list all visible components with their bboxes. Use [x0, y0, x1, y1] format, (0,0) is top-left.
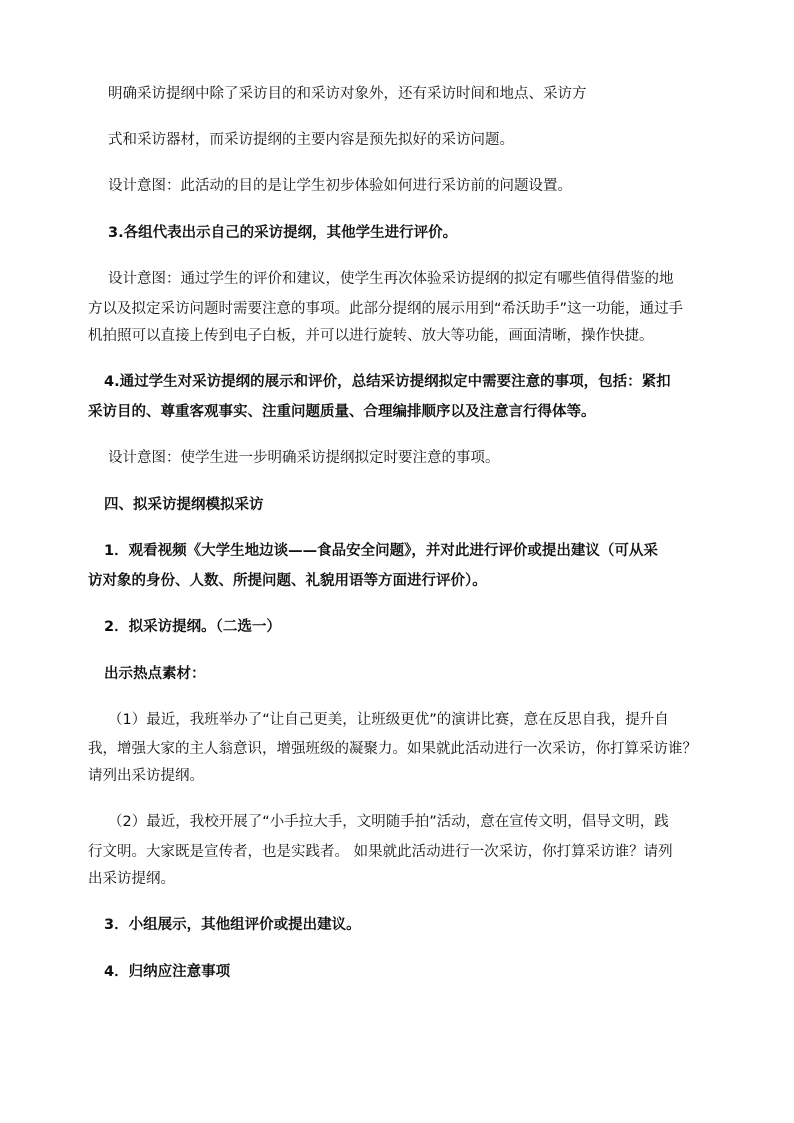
paragraph-line: （1）最近，我班举办了“让自己更美，让班级更优”的演讲比赛，意在反思自我，提升自	[108, 712, 669, 728]
heading-line: 四、拟采访提纲模拟采访	[104, 497, 264, 513]
paragraph-line: 行文明。大家既是宣传者，也是实践者。 如果就此活动进行一次采访，你打算采访谁？请列	[88, 844, 673, 860]
paragraph-line: 机拍照可以直接上传到电子白板，并可以进行旋转、放大等功能，画面清晰，操作快捷。	[88, 328, 654, 344]
heading-line: 3.各组代表出示自己的采访提纲，其他学生进行评价。	[108, 225, 458, 241]
heading-line: 采访目的、尊重客观事实、注重问题质量、合理编排顺序以及注意言行得体等。	[88, 404, 596, 420]
heading-line: 4．归纳应注意事项	[104, 964, 231, 980]
paragraph-line: 式和采访器材，而采访提纲的主要内容是预先拟好的采访问题。	[108, 132, 514, 148]
paragraph-line: 设计意图：此活动的目的是让学生初步体验如何进行采访前的问题设置。	[108, 178, 572, 194]
paragraph-line: 方以及拟定采访问题时需要注意的事项。此部分提纲的展示用到“希沃助手”这一功能，通过手	[88, 301, 684, 317]
paragraph-line: 请列出采访提纲。	[88, 768, 204, 784]
heading-line: 1．观看视频《大学生地边谈——食品安全问题》，并对此进行评价或提出建议（可从采	[104, 543, 658, 559]
paragraph-line: 明确采访提纲中除了采访目的和采访对象外，还有采访时间和地点、采访方	[108, 86, 587, 102]
heading-line: 3．小组展示，其他组评价或提出建议。	[104, 917, 361, 933]
paragraph-line: 出采访提纲。	[88, 871, 175, 887]
heading-line: 4.通过学生对采访提纲的展示和评价，总结采访提纲拟定中需要注意的事项，包括：紧扣	[104, 374, 671, 390]
paragraph-line: （2）最近，我校开展了“小手拉大手，文明随手拍”活动，意在宣传文明，倡导文明，践	[108, 814, 669, 830]
paragraph-line: 设计意图：使学生进一步明确采访提纲拟定时要注意的事项。	[108, 450, 500, 466]
paragraph-line: 我，增强大家的主人翁意识，增强班级的凝聚力。如果就此活动进行一次采访，你打算采访谁？	[88, 741, 697, 757]
paragraph-line: 设计意图：通过学生的评价和建议，使学生再次体验采访提纲的拟定有哪些值得借鉴的地	[108, 271, 674, 287]
heading-line: 访对象的身份、人数、所提问题、礼貌用语等方面进行评价）。	[88, 573, 487, 589]
heading-line: 出示热点素材：	[104, 666, 206, 682]
heading-line: 2．拟采访提纲。（二选一）	[104, 619, 281, 635]
